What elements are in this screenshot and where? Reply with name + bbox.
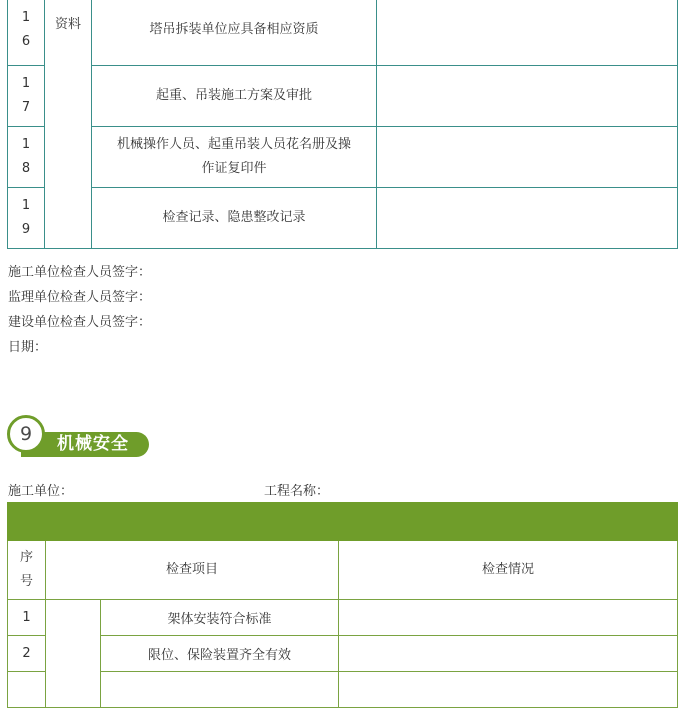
table-row [8,0,678,66]
table-row [8,66,678,127]
seq-header-char: 号 [19,574,33,589]
status-header: 检查情况 [339,541,678,600]
table-row [8,127,678,188]
row-number-digit: 1 [21,10,31,25]
row-number-digit: 6 [21,34,31,49]
section-number-badge: 9 [7,415,45,453]
category-cell: 资料 [45,0,92,249]
check-status-cell[interactable] [377,66,678,127]
check-item-cell: 检查记录、隐患整改记录 [92,188,377,249]
table-title-cell [8,503,678,541]
seq-header [8,541,46,600]
check-item-line: 作证复印件 [201,161,267,176]
check-item-cell: 限位、保险装置齐全有效 [101,636,339,672]
item-header: 检查项目 [46,541,339,600]
row-number-digit: 1 [21,76,31,91]
signature-block [8,260,151,360]
check-item-cell: 塔吊拆装单位应具备相应资质 [92,0,377,66]
row-number-cell [8,672,46,708]
table-header-row [8,541,678,600]
row-number-cell [8,127,45,188]
check-item-cell: 架体安装符合标准 [101,600,339,636]
check-item-line: 机械操作人员、起重吊装人员花名册及操 [116,137,351,152]
check-status-cell[interactable] [339,672,678,708]
check-status-cell[interactable] [339,600,678,636]
row-number-digit: 7 [21,100,31,115]
seq-header-char: 序 [19,550,33,565]
check-status-cell[interactable] [377,127,678,188]
table-title-bar [8,503,678,541]
check-item-cell: 起重、吊装施工方案及审批 [92,66,377,127]
project-name-label: 工程名称： [264,484,330,499]
table-row [8,636,678,672]
row-number-cell: 1 [8,600,46,636]
table-row [8,600,678,636]
checklist-table-top [7,0,678,249]
table-row [8,672,678,708]
construction-signature-label: 施工单位检查人员签字： [8,265,152,280]
date-label: 日期： [8,340,48,355]
row-number-cell: 2 [8,636,46,672]
row-number-digit: 9 [21,222,31,237]
row-number-cell [8,66,45,127]
row-number-digit: 8 [21,161,31,176]
checklist-table-machinery [7,502,678,708]
check-status-cell[interactable] [339,636,678,672]
row-number-cell [8,0,45,66]
section-title: 机械安全 [57,434,129,454]
supervision-signature-label: 监理单位检查人员签字： [8,290,152,305]
check-item-cell [101,672,339,708]
owner-signature-label: 建设单位检查人员签字： [8,315,152,330]
category-cell [46,600,101,708]
table-row [8,188,678,249]
section-header [7,415,167,459]
check-item-cell [92,127,377,188]
row-number-digit: 1 [21,137,31,152]
check-status-cell[interactable] [377,0,678,66]
row-number-cell [8,188,45,249]
check-status-cell[interactable] [377,188,678,249]
construction-unit-label: 施工单位： [8,484,74,499]
row-number-digit: 1 [21,198,31,213]
